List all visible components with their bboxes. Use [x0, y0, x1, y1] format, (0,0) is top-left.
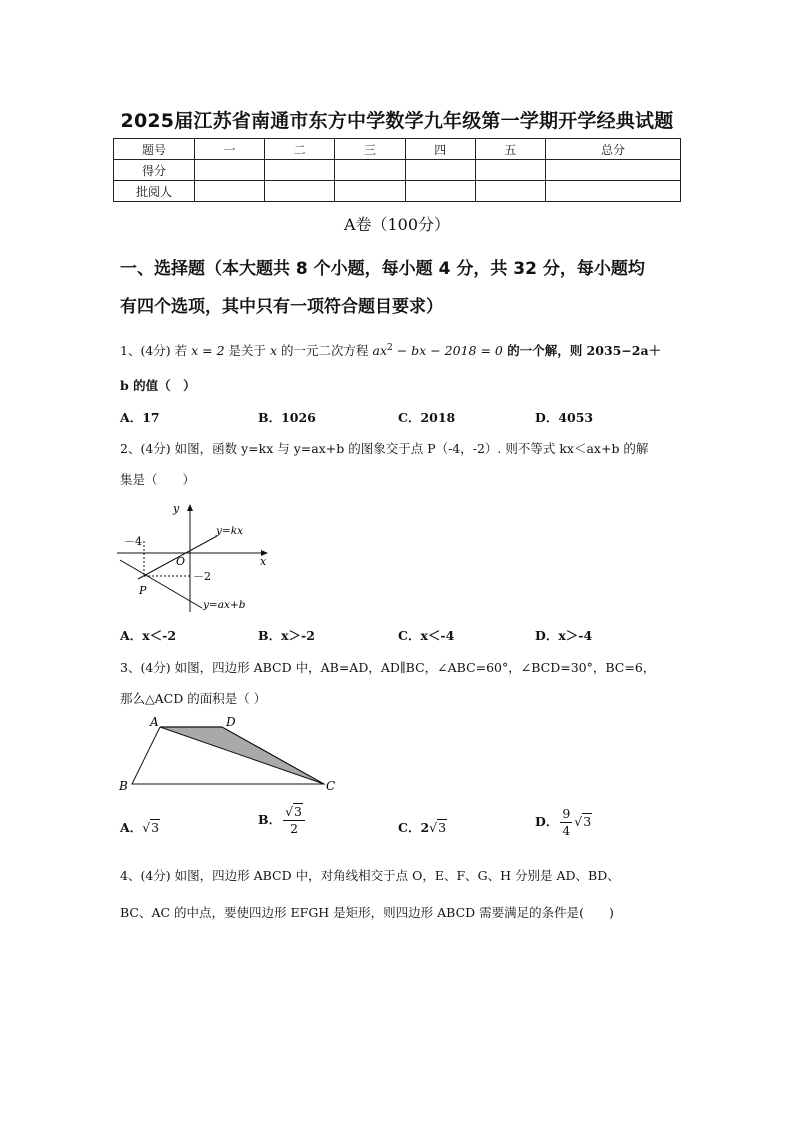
table-cell[interactable]	[265, 160, 335, 181]
q3-option-d-num: 9	[562, 806, 571, 821]
table-cell[interactable]	[546, 160, 681, 181]
sqrt-icon: √3	[429, 820, 447, 835]
line-axb-label: y=ax+b	[203, 599, 246, 611]
table-cell[interactable]	[475, 160, 545, 181]
line-kx-label: y=kx	[216, 525, 244, 537]
q1-condition: x = 2	[191, 343, 225, 358]
q3-option-b-fraction	[283, 806, 305, 835]
question-3-line2: 那么△ACD 的面积是（ ）	[120, 691, 267, 706]
question-1-line1	[120, 341, 661, 359]
vertex-c-label: C	[326, 779, 336, 793]
table-row	[114, 139, 681, 160]
table-cell[interactable]	[335, 160, 405, 181]
q2-option-c[interactable]: C．x＜-4	[398, 628, 455, 643]
table-cell: 四	[405, 139, 475, 160]
q1-option-a[interactable]: A．17	[120, 410, 160, 425]
q1-option-d[interactable]: D．4053	[535, 410, 594, 425]
table-cell: 二	[265, 139, 335, 160]
sqrt-icon: √3	[574, 814, 592, 829]
q3-option-c-label: C．2	[398, 820, 430, 835]
q3-option-c[interactable]	[398, 818, 447, 836]
part1-heading-line1: 一、选择题（本大题共 8 个小题，每小题 4 分，共 32 分，每小题均	[120, 259, 645, 279]
table-cell: 得分	[114, 160, 195, 181]
question-2-line1: 2、(4分) 如图，函数 y=kx 与 y=ax+b 的图象交于点 P（-4，-2）. 则不等式 kx＜ax+b 的解	[120, 441, 649, 456]
vertex-a-label: A	[150, 715, 159, 729]
table-cell: 题号	[114, 139, 195, 160]
q3-option-d-fraction	[560, 808, 572, 837]
q3-option-b[interactable]	[258, 806, 307, 835]
q3-option-c-root: 3	[438, 820, 447, 835]
table-cell[interactable]	[265, 181, 335, 202]
y-axis-label: y	[173, 502, 180, 515]
q2-option-a[interactable]: A．x＜-2	[120, 628, 177, 643]
q1-suffix: 的一个解，则 2035−2a＋	[502, 343, 662, 358]
label-neg2: －2	[193, 570, 211, 583]
table-row	[114, 181, 681, 202]
q2-option-d[interactable]: D．x＞-4	[535, 628, 593, 643]
section-a-title: A卷（100分）	[343, 215, 451, 234]
q3-option-d-label: D．	[535, 814, 559, 829]
table-row	[114, 160, 681, 181]
vertex-d-label: D	[226, 715, 236, 729]
q3-option-a-root: 3	[151, 820, 160, 835]
score-table	[113, 138, 681, 202]
q1-option-c[interactable]: C．2018	[398, 410, 456, 425]
y-axis-arrow-icon	[187, 504, 193, 511]
triangle-acd	[160, 727, 324, 784]
q2-option-b[interactable]: B．x＞-2	[258, 628, 315, 643]
q3-option-a-label: A．	[120, 820, 143, 835]
page-title: 2025届江苏省南通市东方中学数学九年级第一学期开学经典试题	[120, 110, 674, 132]
point-p-label: P	[139, 584, 147, 597]
table-cell[interactable]	[195, 181, 265, 202]
table-cell[interactable]	[195, 160, 265, 181]
part1-heading-line2: 有四个选项，其中只有一项符合题目要求）	[120, 297, 443, 317]
q2-figure	[112, 496, 282, 616]
q3-option-b-den: 2	[290, 820, 299, 836]
table-cell: 总分	[546, 139, 681, 160]
table-cell[interactable]	[405, 181, 475, 202]
q1-option-b[interactable]: B．1026	[258, 410, 316, 425]
question-4-line1: 4、(4分) 如图，四边形 ABCD 中，对角线相交于点 O，E、F、G、H 分别是 AD、BD、	[120, 868, 620, 883]
q3-option-d-den: 4	[562, 822, 571, 838]
table-cell[interactable]	[335, 181, 405, 202]
question-4-line2: BC、AC 的中点，要使四边形 EFGH 是矩形，则四边形 ABCD 需要满足的条件是( )	[120, 905, 614, 920]
q3-option-b-root: 3	[294, 804, 302, 819]
question-3-line1: 3、(4分) 如图，四边形 ABCD 中，AB=AD，AD∥BC，∠ABC=60°，∠BCD=30°，BC=6，	[120, 660, 656, 675]
x-axis-label: x	[260, 555, 267, 568]
q1-eq-rest: − bx − 2018 = 0	[392, 343, 503, 358]
q1-var: x	[270, 343, 278, 358]
q3-figure	[112, 710, 344, 798]
q3-option-a[interactable]	[120, 818, 160, 836]
table-cell: 五	[475, 139, 545, 160]
table-cell: 一	[195, 139, 265, 160]
q1-eq-exp: 2	[387, 342, 393, 353]
table-cell[interactable]	[475, 181, 545, 202]
vertex-b-label: B	[119, 779, 128, 793]
table-cell[interactable]	[546, 181, 681, 202]
q1-mid2: 的一元二次方程	[277, 343, 373, 358]
table-cell[interactable]	[405, 160, 475, 181]
sqrt-icon: √3	[142, 820, 160, 835]
q3-option-b-label: B．	[258, 812, 282, 827]
q3-option-d-root: 3	[583, 814, 592, 829]
q1-mid: 是关于	[224, 343, 270, 358]
table-cell: 批阅人	[114, 181, 195, 202]
question-1-line2: b 的值（ ）	[120, 378, 196, 393]
table-cell: 三	[335, 139, 405, 160]
label-neg4: －4	[124, 535, 142, 548]
q1-eq-a: ax	[372, 343, 388, 358]
q1-prefix: 1、(4分) 若	[120, 343, 192, 358]
q3-option-d[interactable]	[535, 808, 592, 837]
sqrt-icon: √3	[285, 804, 302, 819]
origin-label: O	[176, 555, 186, 568]
question-2-line2: 集是（ ）	[120, 472, 196, 487]
